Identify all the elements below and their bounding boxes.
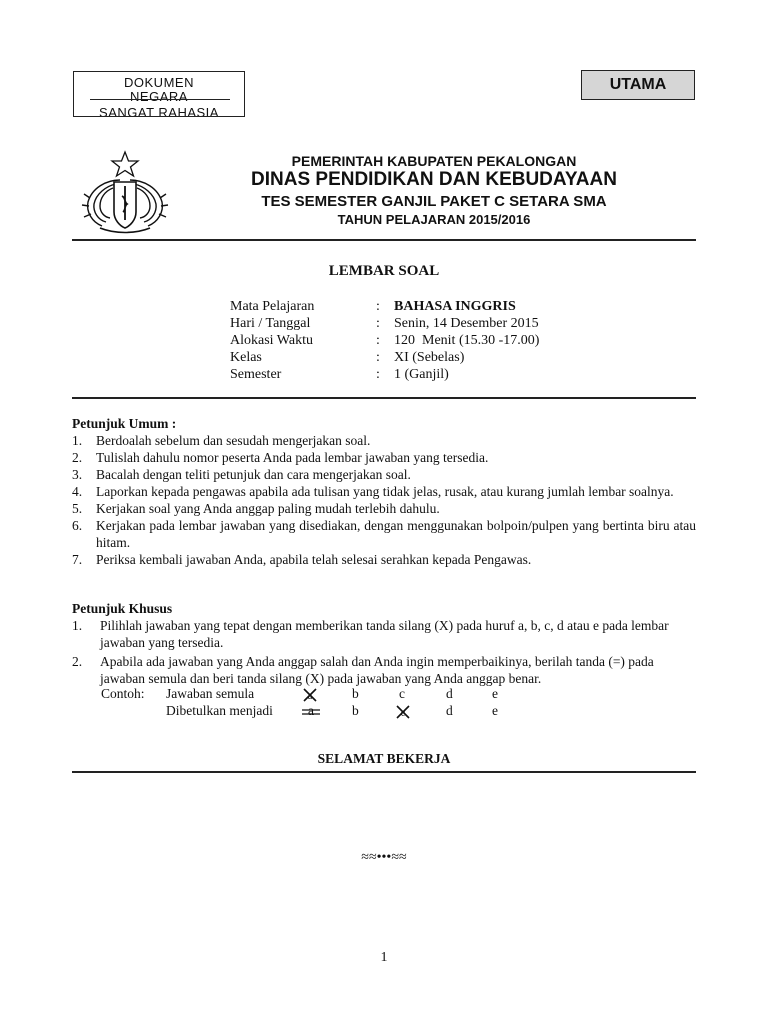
info-value: Senin, 14 Desember 2015 — [394, 316, 539, 331]
item-text: Berdoalah sebelum dan sesudah mengerjakan soal. — [96, 433, 371, 448]
classification-line1: DOKUMEN — [124, 75, 194, 90]
item-number: 5. — [72, 501, 83, 516]
item-number: 7. — [72, 552, 83, 567]
header-government: PEMERINTAH KABUPATEN PEKALONGAN — [291, 153, 577, 169]
info-colon: : — [376, 316, 380, 331]
example-row1-option-d: d — [446, 686, 453, 701]
example-row1-label: Jawaban semula — [166, 686, 255, 701]
item-number: 1. — [72, 433, 83, 448]
list-item — [72, 517, 696, 551]
list-item — [72, 617, 696, 651]
list-item — [72, 653, 696, 687]
classification-line3: SANGAT RAHASIA — [99, 105, 219, 117]
info-label: Kelas — [230, 350, 262, 365]
info-label: Hari / Tanggal — [230, 316, 311, 331]
list-item — [72, 432, 696, 449]
classification-line2: NEGARA — [130, 89, 188, 104]
header-department: DINAS PENDIDIKAN DAN KEBUDAYAAN — [251, 169, 617, 190]
regency-emblem — [80, 150, 170, 236]
classification-rule — [90, 99, 230, 100]
header-divider — [72, 239, 696, 241]
example-row1-option-e: e — [492, 686, 498, 701]
info-colon: : — [376, 350, 380, 365]
item-number: 4. — [72, 484, 83, 499]
list-item — [72, 449, 696, 466]
example-row2-label: Dibetulkan menjadi — [166, 703, 273, 718]
info-colon: : — [376, 299, 380, 314]
info-label: Semester — [230, 367, 282, 382]
info-value: BAHASA INGGRIS — [394, 299, 516, 314]
example-row1-option-b: b — [352, 686, 359, 701]
item-text: Pilihlah jawaban yang tepat dengan memberikan tanda silang (X) pada huruf a, b, c, d atau e pada lembar jawaban yang tersedia. — [100, 618, 669, 650]
equals-mark-icon — [301, 705, 321, 719]
cross-mark-icon — [396, 705, 410, 719]
list-item — [72, 551, 696, 568]
utama-badge: UTAMA — [581, 70, 695, 100]
info-value: XI (Sebelas) — [394, 350, 465, 365]
item-number: 2. — [72, 450, 83, 465]
item-text: Apabila ada jawaban yang Anda anggap salah dan Anda ingin memperbaikinya, berilah tanda (=) pada jawaban semula dan beri tanda silang (X) pada jawaban yang Anda anggap benar. — [100, 654, 654, 686]
page-title: LEMBAR SOAL — [328, 263, 440, 279]
example-row2-option-b: b — [352, 703, 359, 718]
item-text: Tulislah dahulu nomor peserta Anda pada lembar jawaban yang tersedia. — [96, 450, 489, 465]
example-row2-option-e: e — [492, 703, 498, 718]
cross-mark-icon — [303, 688, 317, 702]
example-row2-option-d: d — [446, 703, 453, 718]
info-colon: : — [376, 367, 380, 382]
info-colon: : — [376, 333, 380, 348]
emblem-star-icon — [112, 152, 138, 176]
item-number: 1. — [72, 618, 83, 633]
item-number: 6. — [72, 518, 83, 533]
svg-text:a: a — [307, 691, 313, 702]
item-text: Kerjakan soal yang Anda anggap paling mudah terlebih dahulu. — [96, 501, 440, 516]
general-instructions — [72, 415, 696, 568]
specific-instructions — [72, 600, 696, 687]
list-item — [72, 500, 696, 517]
item-text: Bacalah dengan teliti petunjuk dan cara mengerjakan soal. — [96, 467, 411, 482]
info-value: 1 (Ganjil) — [394, 367, 449, 382]
general-instructions-heading: Petunjuk Umum : — [72, 416, 177, 431]
example-row1-option-c: c — [399, 686, 405, 701]
item-text: Laporkan kepada pengawas apabila ada tulisan yang tidak jelas, rusak, atau kurang jumlah lembar soalnya. — [96, 484, 674, 499]
list-item — [72, 466, 696, 483]
svg-text:c: c — [400, 708, 406, 719]
classification-box — [73, 71, 245, 117]
item-number: 2. — [72, 654, 83, 669]
header-exam: TES SEMESTER GANJIL PAKET C SETARA SMA — [261, 193, 607, 210]
info-label: Alokasi Waktu — [230, 333, 313, 348]
list-item — [72, 483, 696, 500]
closing-divider — [72, 771, 696, 773]
info-value: 120 Menit (15.30 -17.00) — [394, 333, 540, 348]
info-label: Mata Pelajaran — [230, 299, 315, 314]
ornament-divider: ≈≈•••≈≈ — [361, 850, 407, 865]
specific-instructions-heading: Petunjuk Khusus — [72, 601, 173, 616]
page-number: 1 — [380, 950, 388, 965]
closing-text: SELAMAT BEKERJA — [317, 751, 451, 766]
item-number: 3. — [72, 467, 83, 482]
header-year: TAHUN PELAJARAN 2015/2016 — [337, 212, 531, 227]
item-text: Periksa kembali jawaban Anda, apabila telah selesai serahkan kepada Pengawas. — [96, 552, 532, 567]
item-text: Kerjakan pada lembar jawaban yang disediakan, dengan menggunakan bolpoin/pulpen yang bertinta biru atau hitam. — [96, 518, 696, 550]
info-divider — [72, 397, 696, 399]
example-label: Contoh: — [101, 686, 145, 701]
